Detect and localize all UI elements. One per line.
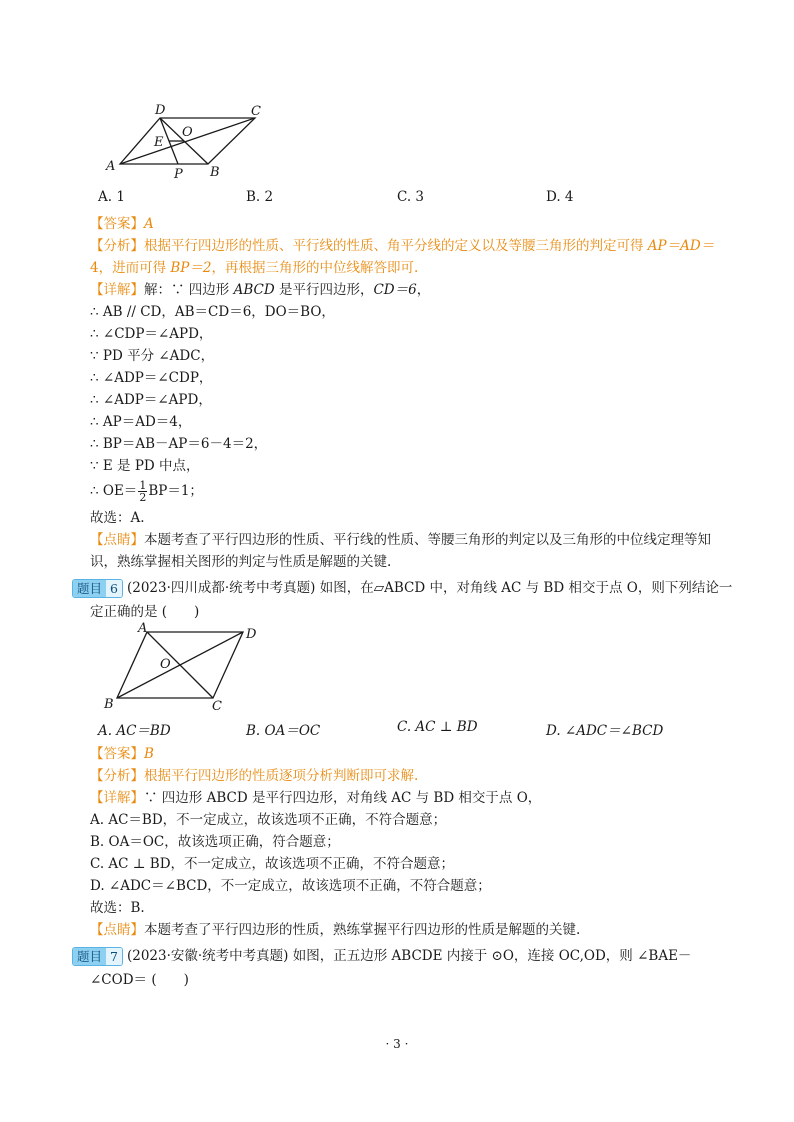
- q5-comment-line-2: 识，熟练掌握相关图形的判定与性质是解题的关键.: [90, 554, 392, 570]
- label-p: P: [174, 167, 183, 182]
- badge-label: 题目: [73, 948, 106, 965]
- answer-value: A: [144, 216, 154, 232]
- q6-conclusion: 故选：B.: [90, 900, 145, 916]
- question-badge-6: [72, 579, 123, 598]
- q5-analysis-line-1: [90, 236, 714, 256]
- label-b-2: B: [104, 697, 114, 712]
- oe-text: ∴ OE＝: [90, 483, 138, 499]
- analysis-tag: 【分析】: [90, 238, 144, 254]
- q6-choice-d: D. ∠ADC＝∠BCD: [546, 723, 664, 739]
- figure-parallelogram-1: [100, 98, 280, 182]
- q5-step: ∴ AB // CD，AB＝CD＝6，DO＝BO，: [90, 304, 335, 320]
- page-number: · 3 ·: [385, 1037, 409, 1051]
- analysis-text: 根据平行四边形的性质、平行线的性质、角平分线的定义以及等腰三角形的判定可得: [144, 238, 648, 254]
- q5-step: ∴ BP＝AB－AP＝6－4＝2，: [90, 436, 268, 452]
- detail-text: 是平行四边形，: [274, 282, 374, 298]
- q5-step: ∴ ∠CDP＝∠APD，: [90, 326, 213, 342]
- q6-detail: [90, 788, 541, 808]
- analysis-math: AP＝AD＝: [647, 238, 715, 254]
- analysis-math: BP＝2: [170, 260, 212, 276]
- q5-choice-a: A. 1: [98, 189, 125, 205]
- q6-choice-b: B. OA＝OC: [246, 723, 321, 739]
- q5-comment-line-1: [90, 530, 711, 550]
- analysis-text: ，再根据三角形的中位线解答即可.: [211, 260, 419, 276]
- answer-tag: 【答案】: [90, 216, 144, 232]
- label-a: A: [106, 159, 116, 174]
- q7-stem-line-1: [72, 946, 691, 966]
- q6-option-analysis: C. AC ⊥ BD，不一定成立，故该选项不正确，不符合题意；: [90, 856, 455, 872]
- q5-answer: [90, 214, 154, 234]
- label-o: O: [182, 125, 193, 140]
- detail-math: CD＝6: [373, 282, 417, 298]
- comment-tag: 【点睛】: [90, 532, 144, 548]
- fraction-denominator: 2: [139, 491, 147, 504]
- label-a-2: A: [138, 622, 148, 636]
- analysis-tag: 【分析】: [90, 768, 144, 784]
- diagonal-bd-2: [117, 632, 243, 698]
- q7-stem-line-2: ∠COD＝ ( ): [90, 972, 189, 988]
- q7-stem-text: (2023·安徽·统考中考真题) 如图，正五边形 ABCDE 内接于 ⊙O，连接 OC,OD，则 ∠BAE－: [126, 948, 692, 964]
- q6-comment: [90, 920, 580, 940]
- fraction-numerator: 1: [139, 479, 147, 492]
- q5-analysis-line-2: [90, 258, 418, 278]
- analysis-text: 根据平行四边形的性质逐项分析判断即可求解.: [144, 768, 419, 784]
- q5-step: ∴ AP＝AD＝4，: [90, 414, 192, 430]
- q5-step: ∴ ∠ADP＝∠APD，: [90, 392, 212, 408]
- label-o-2: O: [160, 657, 171, 672]
- q5-conclusion: 故选：A.: [90, 510, 145, 526]
- q5-choice-d: D. 4: [546, 189, 574, 205]
- comment-text: 本题考查了平行四边形的性质，熟练掌握平行四边形的性质是解题的关键.: [144, 922, 581, 938]
- comment-text: 本题考查了平行四边形的性质、平行线的性质、等腰三角形的判定以及三角形的中位线定理等知: [144, 532, 711, 548]
- q5-choice-b: B. 2: [246, 189, 274, 205]
- answer-value: B: [144, 746, 154, 762]
- question-badge-7: [72, 947, 123, 966]
- q5-detail-intro: [90, 280, 430, 300]
- comment-tag: 【点睛】: [90, 922, 144, 938]
- q5-step: ∴ ∠ADP＝∠CDP，: [90, 370, 213, 386]
- q6-option-analysis: B. OA＝OC，故该选项正确，符合题意；: [90, 834, 340, 850]
- q6-stem-line-1: [72, 578, 732, 598]
- label-e: E: [154, 135, 164, 150]
- badge-number: 6: [106, 580, 122, 597]
- q6-choice-c: C. AC ⊥ BD: [397, 719, 478, 735]
- answer-tag: 【答案】: [90, 746, 144, 762]
- q5-oe-line: [90, 478, 203, 504]
- q6-analysis: [90, 766, 418, 786]
- badge-number: 7: [106, 948, 122, 965]
- label-d: D: [155, 103, 166, 118]
- detail-text: ，: [416, 282, 431, 298]
- q6-stem-line-2: 定正确的是 ( ): [90, 604, 200, 620]
- label-c: C: [251, 104, 261, 119]
- detail-text: ∵ 四边形 ABCD 是平行四边形，对角线 AC 与 BD 相交于点 O，: [144, 790, 542, 806]
- analysis-text: ，进而可得: [98, 260, 171, 276]
- fraction-half: [138, 480, 147, 503]
- label-c-2: C: [212, 699, 222, 714]
- badge-label: 题目: [73, 580, 106, 597]
- q5-choices: [98, 189, 718, 209]
- q5-choice-c: C. 3: [397, 189, 425, 205]
- q6-option-analysis: A. AC＝BD，不一定成立，故该选项不正确，不符合题意；: [90, 812, 447, 828]
- q5-step: ∵ PD 平分 ∠ADC，: [90, 348, 215, 364]
- q6-answer: [90, 744, 154, 764]
- figure-parallelogram-2: [100, 622, 270, 714]
- q6-stem-text: (2023·四川成都·统考中考真题) 如图，在▱ABCD 中，对角线 AC 与 BD 相交于点 O，则下列结论一: [126, 580, 733, 596]
- detail-text: 解：∵ 四边形: [144, 282, 234, 298]
- label-b: B: [210, 165, 220, 180]
- detail-tag: 【详解】: [90, 282, 144, 298]
- analysis-text: 4: [90, 260, 99, 276]
- detail-math: ABCD: [233, 282, 275, 298]
- oe-text: BP＝1；: [148, 483, 203, 499]
- q6-choice-a: A. AC＝BD: [98, 723, 171, 739]
- q6-option-analysis: D. ∠ADC＝∠BCD，不一定成立，故该选项不正确，不符合题意；: [90, 878, 491, 894]
- q5-step: ∵ E 是 PD 中点，: [90, 458, 200, 474]
- detail-tag: 【详解】: [90, 790, 144, 806]
- q6-choices: [98, 719, 718, 739]
- label-d-2: D: [246, 627, 257, 642]
